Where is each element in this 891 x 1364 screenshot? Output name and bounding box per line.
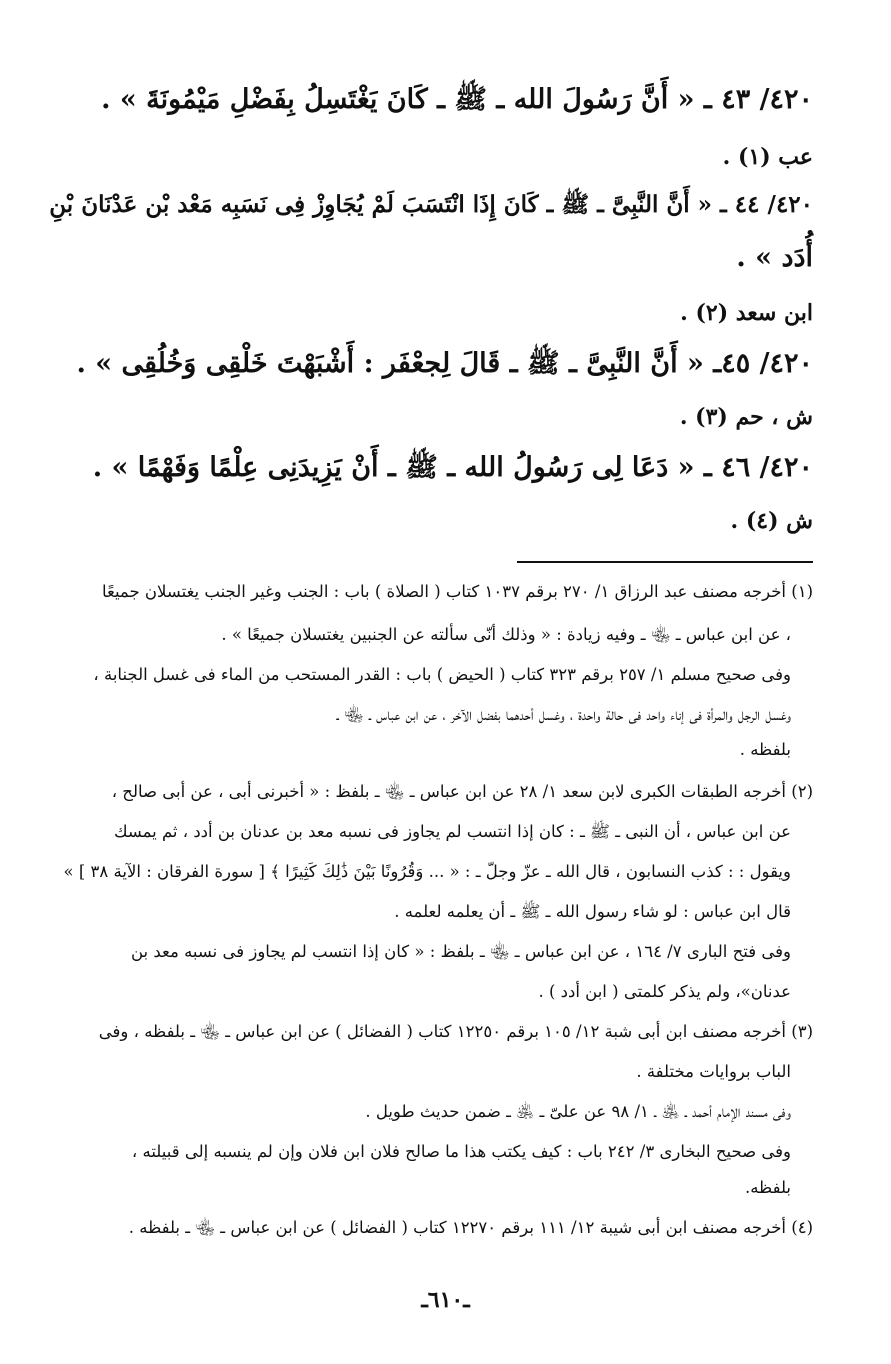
hadith-46: ٤٢٠/ ٤٦ ـ « دَعَا لِى رَسُولُ الله ـ ﷺ ـ أَنْ يَزِيدَنِى عِلْمًا وَفَهْمًا » . [92,452,813,483]
footnote-4-line-1: (٤) أخرجه مصنف ابن أبى شيبة ١٢/ ١١١ برقم ١٢٢٧٠ كتاب ( الفضائل ) عن ابن عباس ـ ﵄ ـ بلفظه . [128,1218,813,1237]
footnote-1-line-3: وفى صحيح مسلم ١/ ٢٥٧ برقم ٣٢٣ كتاب ( الحيض ) باب : القدر المستحب من الماء فى غسل الجنابة ، [93,665,791,684]
hadith-43: ٤٢٠/ ٤٣ ـ « أَنَّ رَسُولَ الله ـ ﷺ ـ كَانَ يَغْتَسِلُ بِفَضْلِ مَيْمُونَةَ » . [101,84,813,115]
source-43: عب (١) . [722,144,813,170]
footnote-1-line-2: ، عن ابن عباس ـ ﵄ ـ وفيه زيادة : « وذلك أنّى سألته عن الجنبين يغتسلان جميعًا » . [221,625,791,644]
source-45: ش ، حم (٣) . [679,404,813,430]
footnote-1-line-4: وغسل الرجل والمرأة فى إناء واحد فى حالة واحدة ، وغسل أحدهما بفضل الآخر ، عن ابن عباس ـ ﵄ ـ [336,705,791,724]
footnote-3-line-5: بلفظه. [744,1178,791,1197]
footnote-3-line-3: وفى مسند الإمام أحمد ـ ﵁ ـ ١/ ٩٨ عن علىّ ـ ﵁ ـ ضمن حديث طويل . [365,1102,791,1121]
footnote-2-line-6: عدنان»، ولم يذكر كلمتى ( ابن أدد ) . [538,982,791,1001]
footnote-3-line-2: الباب بروايات مختلفة . [636,1062,791,1081]
hadith-44-cont: أُدَد » . [736,242,813,273]
hadith-45: ٤٢٠/ ٤٥ـ « أَنَّ النَّبِىَّ ـ ﷺ ـ قَالَ لِجعْفَر : أَشْبَهْتَ خَلْقِى وَخُلُقِى » . [76,348,813,379]
footnote-1-line-1: (١) أخرجه مصنف عبد الرزاق ١/ ٢٧٠ برقم ١٠٣٧ كتاب ( الصلاة ) باب : الجنب وغير الجنب يغتسلان جميعًا [101,582,813,601]
source-44: ابن سعد (٢) . [680,300,813,326]
footnote-1-line-5: بلفظه . [739,740,791,759]
footnote-separator [517,561,813,563]
footnote-2-line-4: قال ابن عباس : لو شاء رسول الله ـ ﷺ ـ أن يعلمه لعلمه . [394,902,791,921]
page-number: ـ٦١٠ـ [421,1287,470,1313]
hadith-44: ٤٢٠/ ٤٤ ـ « أَنَّ النَّبِىَّ ـ ﷺ ـ كَانَ إِذَا انْتَسَبَ لَمْ يُجَاوِزْ فِى نَسَبِه مَعْد بْن عَدْنَانَ بْنِ [49,191,813,218]
footnote-2-line-5: وفى فتح البارى ٧/ ١٦٤ ، عن ابن عباس ـ ﵄ ـ بلفظ : « كان إذا انتسب لم يجاوز فى نسبه معد بن [130,942,791,961]
footnote-3-line-4: وفى صحيح البخارى ٣/ ٢٤٢ باب : كيف يكتب هذا ما صالح فلان ابن فلان وإن لم ينسبه إلى قبيلته ، [131,1142,791,1161]
footnote-3-line-1: (٣) أخرجه مصنف ابن أبى شبة ١٢/ ١٠٥ برقم ١٢٢٥٠ كتاب ( الفضائل ) عن ابن عباس ـ ﵄ ـ بلفظه ، وفى [98,1022,813,1041]
footnote-2-line-1: (٢) أخرجه الطبقات الكبرى لابن سعد ١/ ٢٨ عن ابن عباس ـ ﵄ ـ بلفظ : « أخبرنى أبى ، عن أبى صالح ، [111,782,813,801]
footnote-2-line-3: ويقول : : كذب النسابون ، قال الله ـ عزّ وجلّ ـ : « ... وَقُرُونًا بَيْنَ ذَٰلِكَ كَثِيرًا ﴾ [ سورة الفرقان : الآية ٣٨ ] » [63,862,791,881]
source-46: ش (٤) . [730,508,813,534]
footnote-2-line-2: عن ابن عباس ، أن النبى ـ ﷺ ـ : كان إذا انتسب لم يجاوز فى نسبه معد بن عدنان بن أدد ، ثم يمسك [113,822,791,841]
